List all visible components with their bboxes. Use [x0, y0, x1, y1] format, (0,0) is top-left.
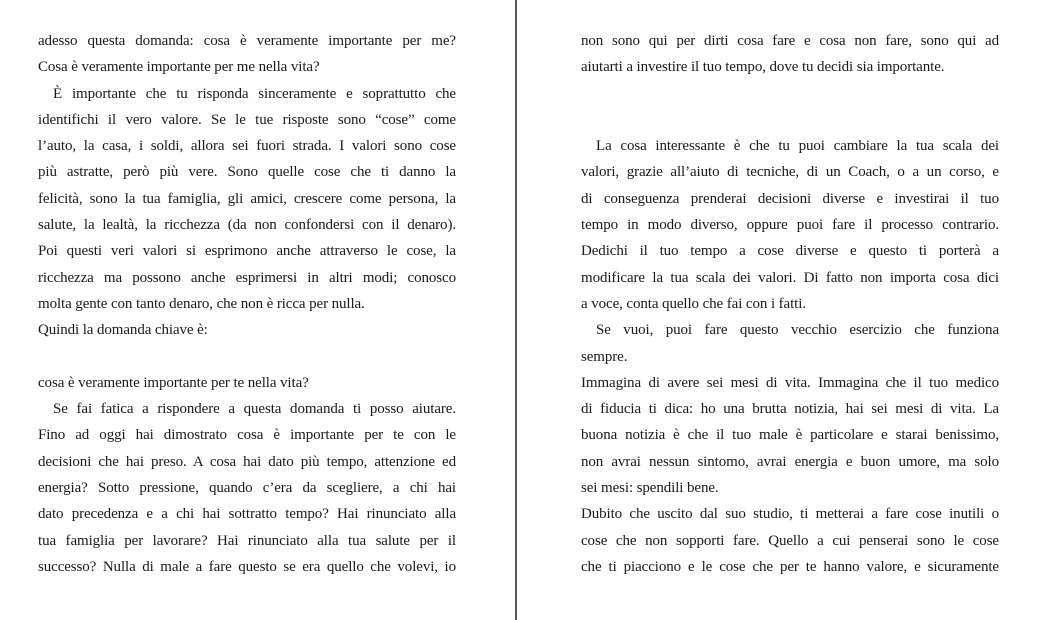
text-line: cose che non sopporti fare. Quello a cui penserai sono le cose	[581, 532, 999, 549]
text-line: successo? Nulla di male a fare questo se era quello che volevi, io	[38, 558, 456, 575]
page-right	[581, 28, 999, 580]
text-line: La cosa interessante è che tu puoi cambiare la tua scala dei	[596, 138, 999, 155]
text-line: modificare la tua scala dei valori. Di fatto non importa cosa dici	[581, 269, 999, 286]
blank-line	[581, 107, 999, 133]
text-line: energia? Sotto pressione, quando c’era da scegliere, a chi hai	[38, 480, 456, 497]
text-line: che ti piacciono e le cose che per te hanno valore, e sicuramente	[581, 558, 999, 575]
text-line: di fiducia ti dica: ho una brutta notizia, hai sei mesi di vita. La	[581, 401, 999, 418]
text-line: valori, grazie all’aiuto di tecniche, di un Coach, o a un corso, e	[581, 164, 999, 181]
text-line: non sono qui per dirti cosa fare e cosa non fare, sono qui ad	[581, 33, 999, 49]
text-line: Poi questi veri valori si esprimono anche attraverso le cose, la	[38, 243, 456, 260]
text-line: identifichi il vero valore. Se le tue risposte sono “cose” come	[38, 111, 456, 128]
text-line: È importante che tu risponda sinceramente e soprattutto che	[53, 85, 456, 102]
text-line: a voce, conta quello che fai con i fatti.	[581, 295, 806, 312]
text-line: Dedichi il tuo tempo a cose diverse e questo ti porterà a	[581, 243, 999, 260]
page-left	[38, 28, 456, 580]
text-line: Dubito che uscito dal suo studio, ti metterai a fare cose inutili o	[581, 506, 999, 523]
text-line: cosa è veramente importante per te nella vita?	[38, 374, 309, 391]
text-line: felicità, sono la tua famiglia, gli amici, crescere come persona, la	[38, 190, 456, 207]
text-line: tempo in modo diverso, oppure puoi fare il processo contrario.	[581, 217, 999, 234]
text-line: di conseguenza prenderai decisioni diverse e investirai il tuo	[581, 190, 999, 207]
blank-line	[581, 81, 999, 107]
text-line: Fino ad oggi hai dimostrato cosa è importante per te con le	[38, 427, 456, 444]
text-line: sempre.	[581, 348, 628, 365]
text-line: salute, la lealtà, la ricchezza (da non confondersi con il denaro).	[38, 217, 456, 234]
text-line: Se fai fatica a rispondere a questa domanda ti posso aiutare.	[53, 401, 456, 418]
page-divider	[515, 0, 517, 620]
text-line: dato precedenza e a chi hai sottratto tempo? Hai rinunciato alla	[38, 506, 456, 523]
text-line: Se vuoi, puoi fare questo vecchio esercizio che funziona	[596, 322, 999, 339]
text-line: decisioni che hai preso. A cosa hai dato più tempo, attenzione ed	[38, 453, 456, 470]
text-line: buona notizia è che il tuo male è particolare e starai benissimo,	[581, 427, 999, 444]
text-line: non avrai nessun sintomo, avrai energia e buon umore, ma solo	[581, 453, 999, 470]
text-line: più astratte, però più vere. Sono quelle cose che ti danno la	[38, 164, 456, 181]
text-line: sei mesi: spendili bene.	[581, 480, 719, 497]
blank-line	[38, 344, 456, 370]
text-line: adesso questa domanda: cosa è veramente importante per me?	[38, 33, 456, 49]
text-line: ricchezza ma possono anche esprimersi in altri modi; conosco	[38, 269, 456, 286]
text-line: l’auto, la casa, i soldi, allora sei fuori strada. I valori sono cose	[38, 138, 456, 155]
text-line: Quindi la domanda chiave è:	[38, 322, 208, 339]
text-line: molta gente con tanto denaro, che non è ricca per nulla.	[38, 295, 365, 312]
text-line: tua famiglia per lavorare? Hai rinunciato alla tua salute per il	[38, 532, 456, 549]
text-line: aiutarti a investire il tuo tempo, dove tu decidi sia importante.	[581, 59, 945, 76]
text-line: Cosa è veramente importante per me nella vita?	[38, 59, 320, 76]
text-line: Immagina di avere sei mesi di vita. Immagina che il tuo medico	[581, 374, 999, 391]
